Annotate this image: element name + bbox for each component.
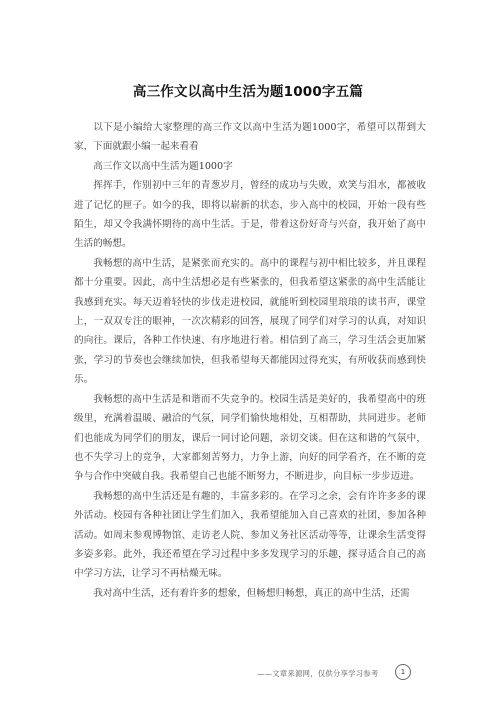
- paragraph: 我畅想的高中生活是和谐而不失竞争的。校园生活是美好的，我希望高中的班级里，充满着温暖、融洽的气氛，同学们愉快地相处，互相帮助，共同进步。老师们也能成为同学们的朋友，课后一同讨论问题，亲切交谈。但在这和谐的气氛中，也不失学习上的竞争，大家都刻苦努力，力争上游，向好的同学看齐，在不断的竞争与合作中突破自我。我希望自己也能不断努力，不断进步，向目标一步步迈进。: [74, 393, 426, 483]
- paragraph: 我畅想的高中生活，是紧张而充实的。高中的课程与初中相比较多，并且课程都十分重要。因此，高中生活想必是有些紧张的，但我希望这紧张的高中生活能让我感到充实。每天迈着轻快的步伐走进校园，就能听到校园里琅琅的读书声，课堂上，一双双专注的眼神，一次次精彩的回答，展现了同学们对学习的认真，对知识的向往。课后，各种工作快速、有序地进行着。相信到了高三，学习生活会更加紧张，学习的节奏也会继续加快，但我希望每天都能因过得充实，有所收获而感到快乐。: [74, 257, 426, 386]
- document-title: 高三作文以高中生活为题1000字五篇: [132, 84, 364, 100]
- paragraph: 我对高中生活，还有着许多的想象，但畅想归畅想，真正的高中生活，还需: [93, 587, 410, 599]
- document-body: [74, 118, 426, 603]
- paragraph: 挥挥手，作别初中三年的青葱岁月，曾经的成功与失败，欢笑与泪水，都被收进了记忆的匣子。如今的我，即将以崭新的状态，步入高中的校园，开始一段有些陌生，却又令我满怀期待的高中生活。于是，带着这份好奇与兴奋，我开始了高中生活的畅想。: [74, 180, 426, 250]
- page-number-badge: 1: [395, 664, 411, 680]
- paragraph: 我畅想的高中生活还是有趣的，丰富多彩的。在学习之余，会有许许多多的课外活动。校园有各种社团让学生们加入，我希望能加入自己喜欢的社团，参加各种活动。如周末参观博物馆、走访老人院、参加义务社区活动等等，让课余生活变得多姿多彩。此外，我还希望在学习过程中多多发现学习的乐趣，探寻适合自己的高中学习方法，让学习不再枯燥无味。: [74, 490, 426, 580]
- footer-source-text: ——文章来源网，仅供分享学习参考: [257, 669, 379, 678]
- paragraph: 高三作文以高中生活为题1000字: [93, 160, 233, 172]
- paragraph: 以下是小编给大家整理的高三作文以高中生活为题1000字，希望可以帮到大家，下面就跟小编一起来看看: [74, 122, 426, 153]
- page-footer: [232, 666, 432, 682]
